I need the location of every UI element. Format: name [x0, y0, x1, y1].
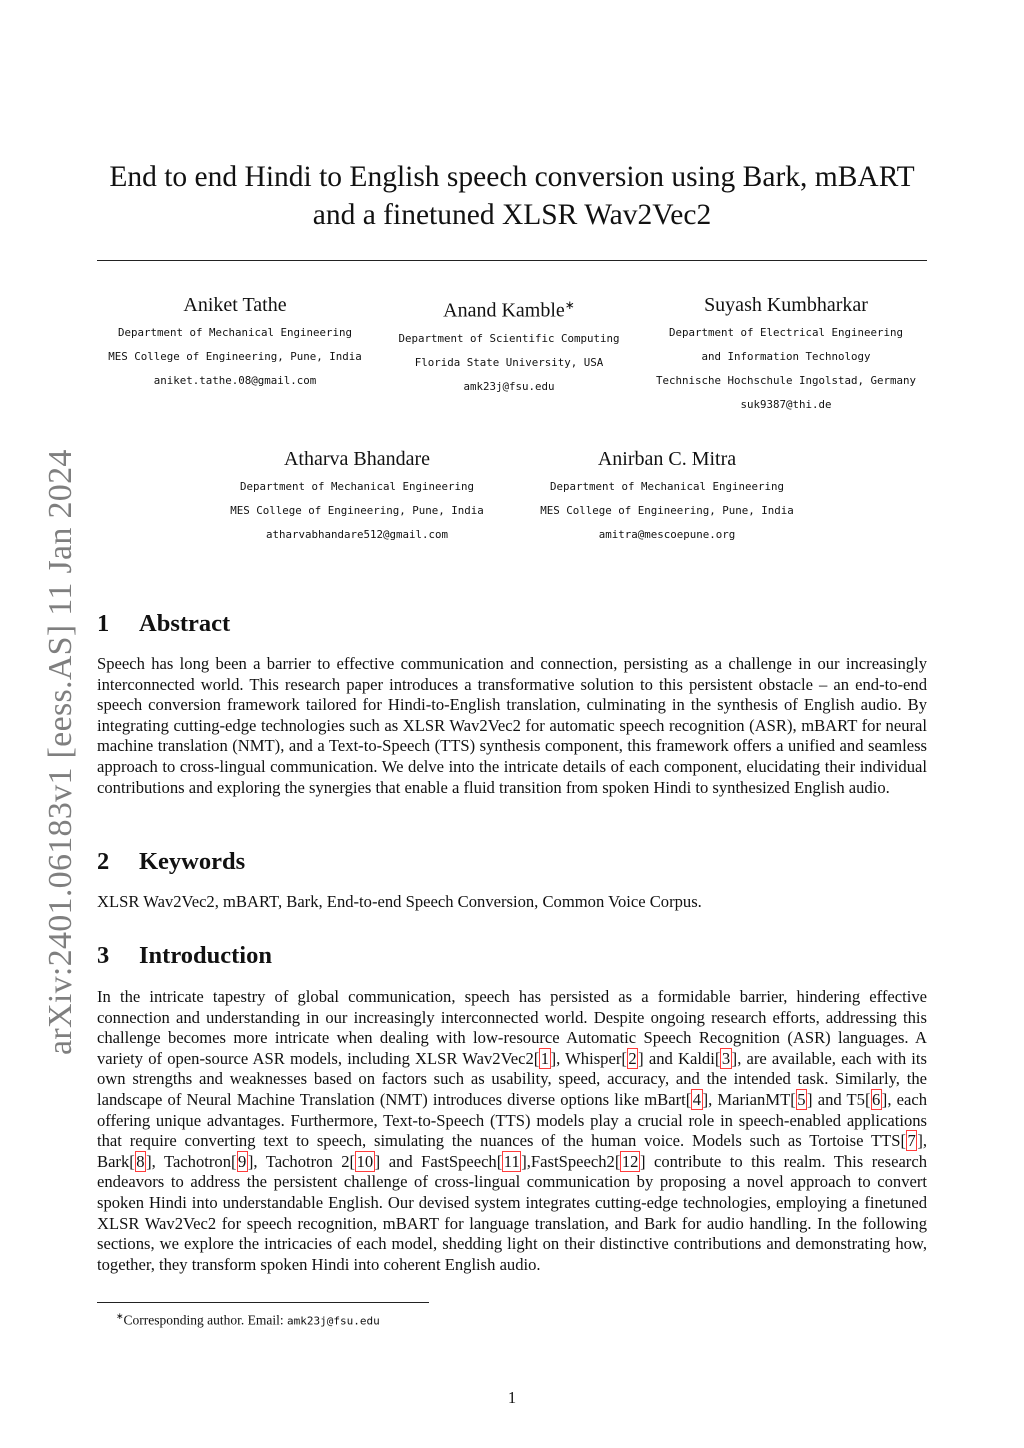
citation-link[interactable]: [9]	[231, 1151, 254, 1171]
keywords-text: XLSR Wav2Vec2, mBART, Bark, End-to-end Speech Conversion, Common Voice Corpus.	[97, 892, 702, 911]
section-heading-abstract	[97, 610, 230, 638]
citation-link[interactable]: [8]	[129, 1151, 152, 1171]
citation-link[interactable]: [4]	[685, 1089, 709, 1109]
arxiv-identifier: arXiv:2401.06183v1 [eess.AS] 11 Jan 2024	[42, 449, 79, 1055]
intro-text-run: In the intricate tapestry of global communication, speech has persisted as a formidable barrier, hindering effective connection and understanding in our increasingly interconnected world. Despite ongoing research efforts, addressing this challenge becomes more intricate when dealing with low-resource Automatic Speech Recognition (ASR) languages. A variety of open-source ASR models, including XLSR Wav2Vec2	[97, 987, 927, 1068]
title-line-2: and a finetuned XLSR Wav2Vec2	[312, 199, 712, 231]
author-institution: Technische Hochschule Ingolstad, Germany	[655, 374, 916, 387]
citation-link[interactable]: [5]	[790, 1089, 813, 1109]
abstract-text: Speech has long been a barrier to effective communication and connection, persisting as a challenge in our increasingly interconnected world. This research paper introduces a transformative solution to this persistent obstacle – an end-to-end speech conversion framework tailored for Hindi-to-English translation, culminating in the synthesis of English audio. By integrating cutting-edge technologies such as XLSR Wav2Vec2 for automatic speech recognition (ASR), mBART for neural machine translation (NMT), and a Text-to-Speech (TTS) synthesis component, this framework offers a unified and seamless approach to cross-lingual communication. We delve into the intricate details of each component, elucidating their individual contributions and exploring the synergies that enable a fluid transition from spoken Hindi to synthesized English audio.	[97, 654, 927, 797]
intro-text-run: , MarianMT	[708, 1089, 791, 1109]
citation-link[interactable]: [10]	[349, 1151, 381, 1171]
author-atharva-bhandare	[222, 447, 492, 547]
author-email[interactable]: amk23j@fsu.edu	[463, 379, 555, 393]
intro-text-run: , are available, each with its own strengths and weaknesses based on factors such as usability, speed, accuracy, and the intended task. Similarly, the landscape of Neural Machine Translation (NMT) introduces diverse options like mBart	[97, 1048, 927, 1109]
author-institution: MES College of Engineering, Pune, India	[230, 504, 484, 517]
section-heading-introduction	[97, 942, 272, 970]
author-institution: MES College of Engineering, Pune, India	[108, 350, 362, 363]
intro-text-run: and Kaldi	[643, 1048, 715, 1068]
author-name: Atharva Bhandare	[283, 448, 431, 470]
section-title: Abstract	[139, 610, 231, 637]
author-email[interactable]: suk9387@thi.de	[740, 398, 832, 411]
section-number: 1	[97, 610, 110, 637]
citation-link[interactable]: [11]	[496, 1151, 527, 1171]
citation-link[interactable]: [2]	[621, 1048, 644, 1068]
intro-text-run: ,FastSpeech2	[526, 1151, 615, 1171]
intro-text-run: , Whisper	[556, 1048, 622, 1068]
citation-link[interactable]: [7]	[900, 1131, 923, 1151]
author-name: Aniket Tathe	[183, 294, 287, 316]
author-department: Department of Mechanical Engineering	[549, 480, 784, 493]
page-number: 1	[507, 1388, 517, 1407]
section-title: Introduction	[139, 942, 272, 969]
intro-text-run: , Tachotron	[151, 1151, 232, 1171]
footnote	[116, 1308, 380, 1330]
title-divider	[97, 260, 927, 261]
footnote-email[interactable]: amk23j@fsu.edu	[287, 1314, 380, 1328]
author-institution: Florida State University, USA	[414, 355, 604, 369]
author-email[interactable]: aniket.tathe.08@gmail.com	[153, 374, 317, 387]
corresponding-author-mark[interactable]: ∗	[564, 298, 575, 312]
footnote-divider	[97, 1302, 429, 1303]
citation-link[interactable]: [6]	[864, 1089, 888, 1109]
author-anand-kamble	[374, 293, 644, 399]
author-department: Department of Electrical Engineering	[668, 326, 903, 339]
author-department: Department of Mechanical Engineering	[117, 326, 352, 339]
author-aniket-tathe	[100, 293, 370, 393]
author-department: Department of Mechanical Engineering	[239, 480, 474, 493]
paper-title	[97, 158, 927, 234]
citation-link[interactable]: [12]	[614, 1151, 646, 1171]
citation-link[interactable]: [1]	[533, 1048, 557, 1068]
author-department-2: and Information Technology	[701, 350, 871, 363]
intro-text-run: and T5	[812, 1089, 865, 1109]
section-title: Keywords	[139, 848, 246, 875]
intro-text-run: , Bark	[97, 1131, 927, 1171]
section-heading-keywords	[97, 848, 245, 876]
author-email[interactable]: amitra@mescoepune.org	[598, 528, 736, 541]
footnote-text: Corresponding author. Email:	[123, 1312, 288, 1328]
intro-text-run: , each offering unique advantages. Furthermore, Text-to-Speech (TTS) models play a crucial role in speech-enabled applications that require converting text to speech, simulating the nuances of the human voice. Models such as Tortoise TTS	[97, 1089, 928, 1151]
title-line-1: End to end Hindi to English speech conversion using Bark, mBART	[109, 161, 915, 193]
author-suyash-kumbharkar	[636, 293, 936, 417]
introduction-text	[97, 987, 927, 1275]
citation-link[interactable]: [3]	[714, 1048, 738, 1068]
author-name: Anand Kamble∗	[443, 298, 575, 322]
section-number: 3	[97, 942, 110, 969]
section-number: 2	[97, 848, 110, 875]
footnote-mark: ∗	[116, 1311, 124, 1321]
author-name: Anirban C. Mitra	[597, 448, 737, 470]
intro-text-run: and FastSpeech	[380, 1151, 497, 1171]
author-name: Suyash Kumbharkar	[704, 294, 868, 316]
author-department: Department of Scientific Computing	[398, 331, 620, 345]
intro-text-run: contribute to this realm. This research endeavors to address the persistent challenge of cross-lingual communication by proposing a novel approach to convert spoken Hindi into understandable English. Our devised system integrates cutting-edge technologies, employing a finetuned XLSR Wav2Vec2 for speech recognition, mBART for language translation, and Bark for audio handling. In the following sections, we explore the intricacies of each model, shedding light on their distinctive contributions and demonstrating how, together, they transform spoken Hindi into coherent English audio.	[97, 1151, 927, 1274]
intro-text-run: , Tachotron 2	[253, 1151, 350, 1171]
author-email[interactable]: atharvabhandare512@gmail.com	[265, 528, 448, 541]
author-anirban-mitra	[532, 447, 802, 547]
author-institution: MES College of Engineering, Pune, India	[540, 504, 794, 517]
